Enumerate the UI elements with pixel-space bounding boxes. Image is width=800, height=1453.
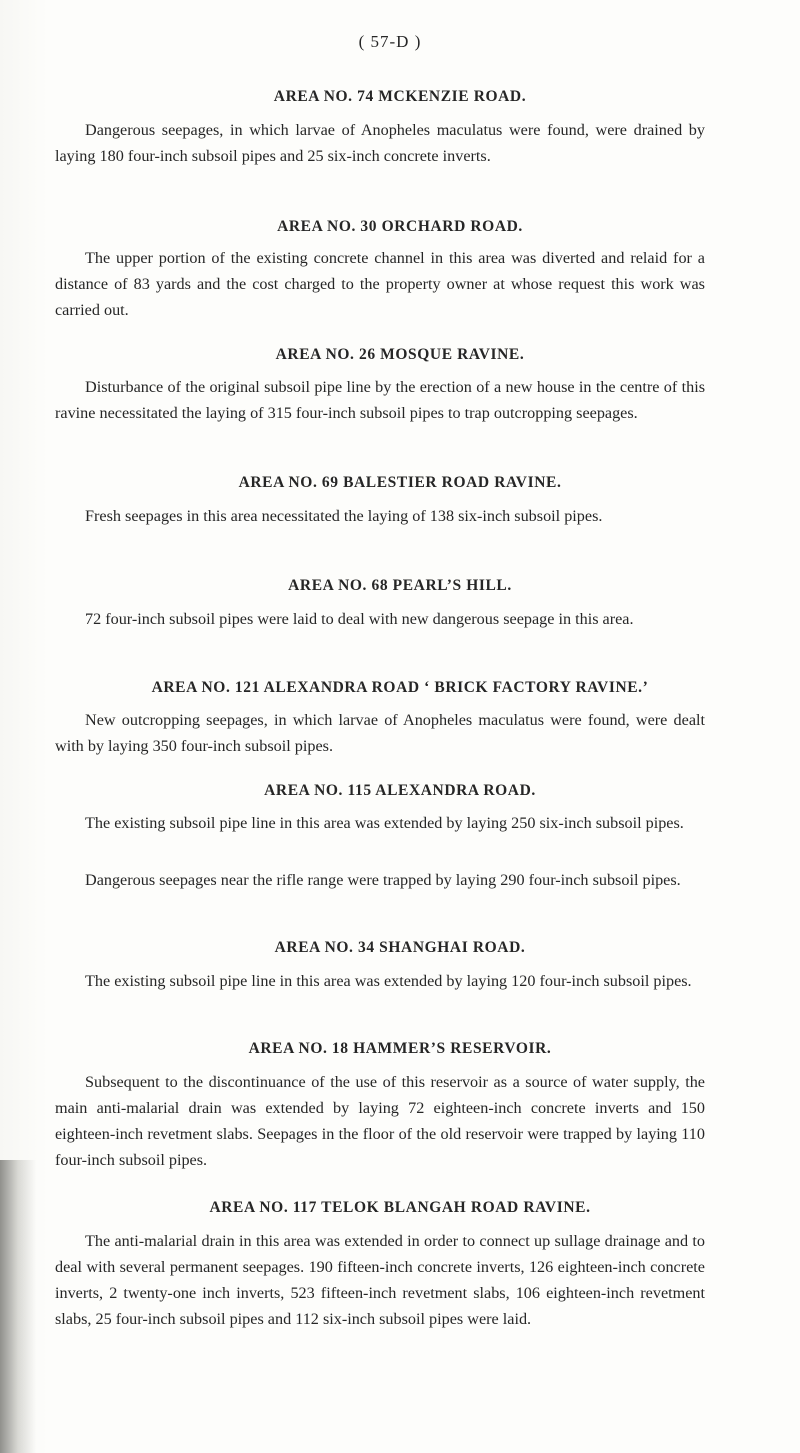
section-heading: AREA NO. 30 ORCHARD ROAD. [277, 218, 523, 235]
section-heading: AREA NO. 69 BALESTIER ROAD RAVINE. [238, 474, 562, 491]
section-heading: AREA NO. 18 HAMMER’S RESERVOIR. [248, 1040, 552, 1057]
section-heading: AREA NO. 26 MOSQUE RAVINE. [275, 346, 525, 363]
section-paragraph: The existing subsoil pipe line in this area was extended by laying 120 four-inch subsoil pipes. [85, 972, 692, 990]
section-paragraph: New outcropping seepages, in which larvae of Anopheles maculatus were found, were dealt with by laying 350 four-inch subsoil pipes. [55, 711, 705, 755]
section-paragraph: The anti-malarial drain in this area was extended in order to connect up sullage drainage and to deal with several permanent seepages. 190 fifteen-inch concrete inverts, 126 eighteen-inch concrete inverts, 2 twenty-one inch inverts, 523 fifteen-inch revetment slabs, 106 eighteen-inch revetment slabs, 25 four-inch subsoil pipes and 112 six-inch subsoil pipes were laid. [55, 1232, 705, 1328]
section-paragraph: Fresh seepages in this area necessitated the laying of 138 six-inch subsoil pipes. [85, 507, 603, 525]
section-paragraph: The existing subsoil pipe line in this area was extended by laying 250 six-inch subsoil pipes. [85, 814, 684, 832]
section-heading: AREA NO. 117 TELOK BLANGAH ROAD RAVINE. [209, 1199, 591, 1216]
section-paragraph: The upper portion of the existing concrete channel in this area was diverted and relaid for a distance of 83 yards and the cost charged to the property owner at whose request this work was carried out. [55, 249, 705, 319]
section-paragraph: Subsequent to the discontinuance of the use of this reservoir as a source of water supply, the main anti-malarial drain was extended by laying 72 eighteen-inch concrete inverts and 150 eighteen-inch revetment slabs. Seepages in the floor of the old reservoir were trapped by laying 110 four-inch subsoil pipes. [55, 1073, 705, 1169]
section-heading: AREA NO. 34 SHANGHAI ROAD. [274, 939, 526, 956]
section-paragraph: Dangerous seepages near the rifle range were trapped by laying 290 four-inch subsoil pipes. [85, 871, 681, 889]
section-paragraph: Dangerous seepages, in which larvae of Anopheles maculatus were found, were drained by laying 180 four-inch subsoil pipes and 25 six-inch concrete inverts. [55, 121, 705, 165]
page-number: ( 57-D ) [358, 32, 422, 51]
section-paragraph: Disturbance of the original subsoil pipe line by the erection of a new house in the centre of this ravine necessitated the laying of 315 four-inch subsoil pipes to trap outcropping seepages. [55, 378, 705, 422]
section-paragraph: 72 four-inch subsoil pipes were laid to deal with new dangerous seepage in this area. [85, 610, 634, 628]
section-heading: AREA NO. 121 ALEXANDRA ROAD ‘ BRICK FACTORY RAVINE.’ [151, 679, 649, 696]
section-heading: AREA NO. 68 PEARL’S HILL. [288, 577, 512, 594]
section-heading: AREA NO. 115 ALEXANDRA ROAD. [264, 782, 536, 799]
section-heading: AREA NO. 74 MCKENZIE ROAD. [273, 88, 527, 105]
